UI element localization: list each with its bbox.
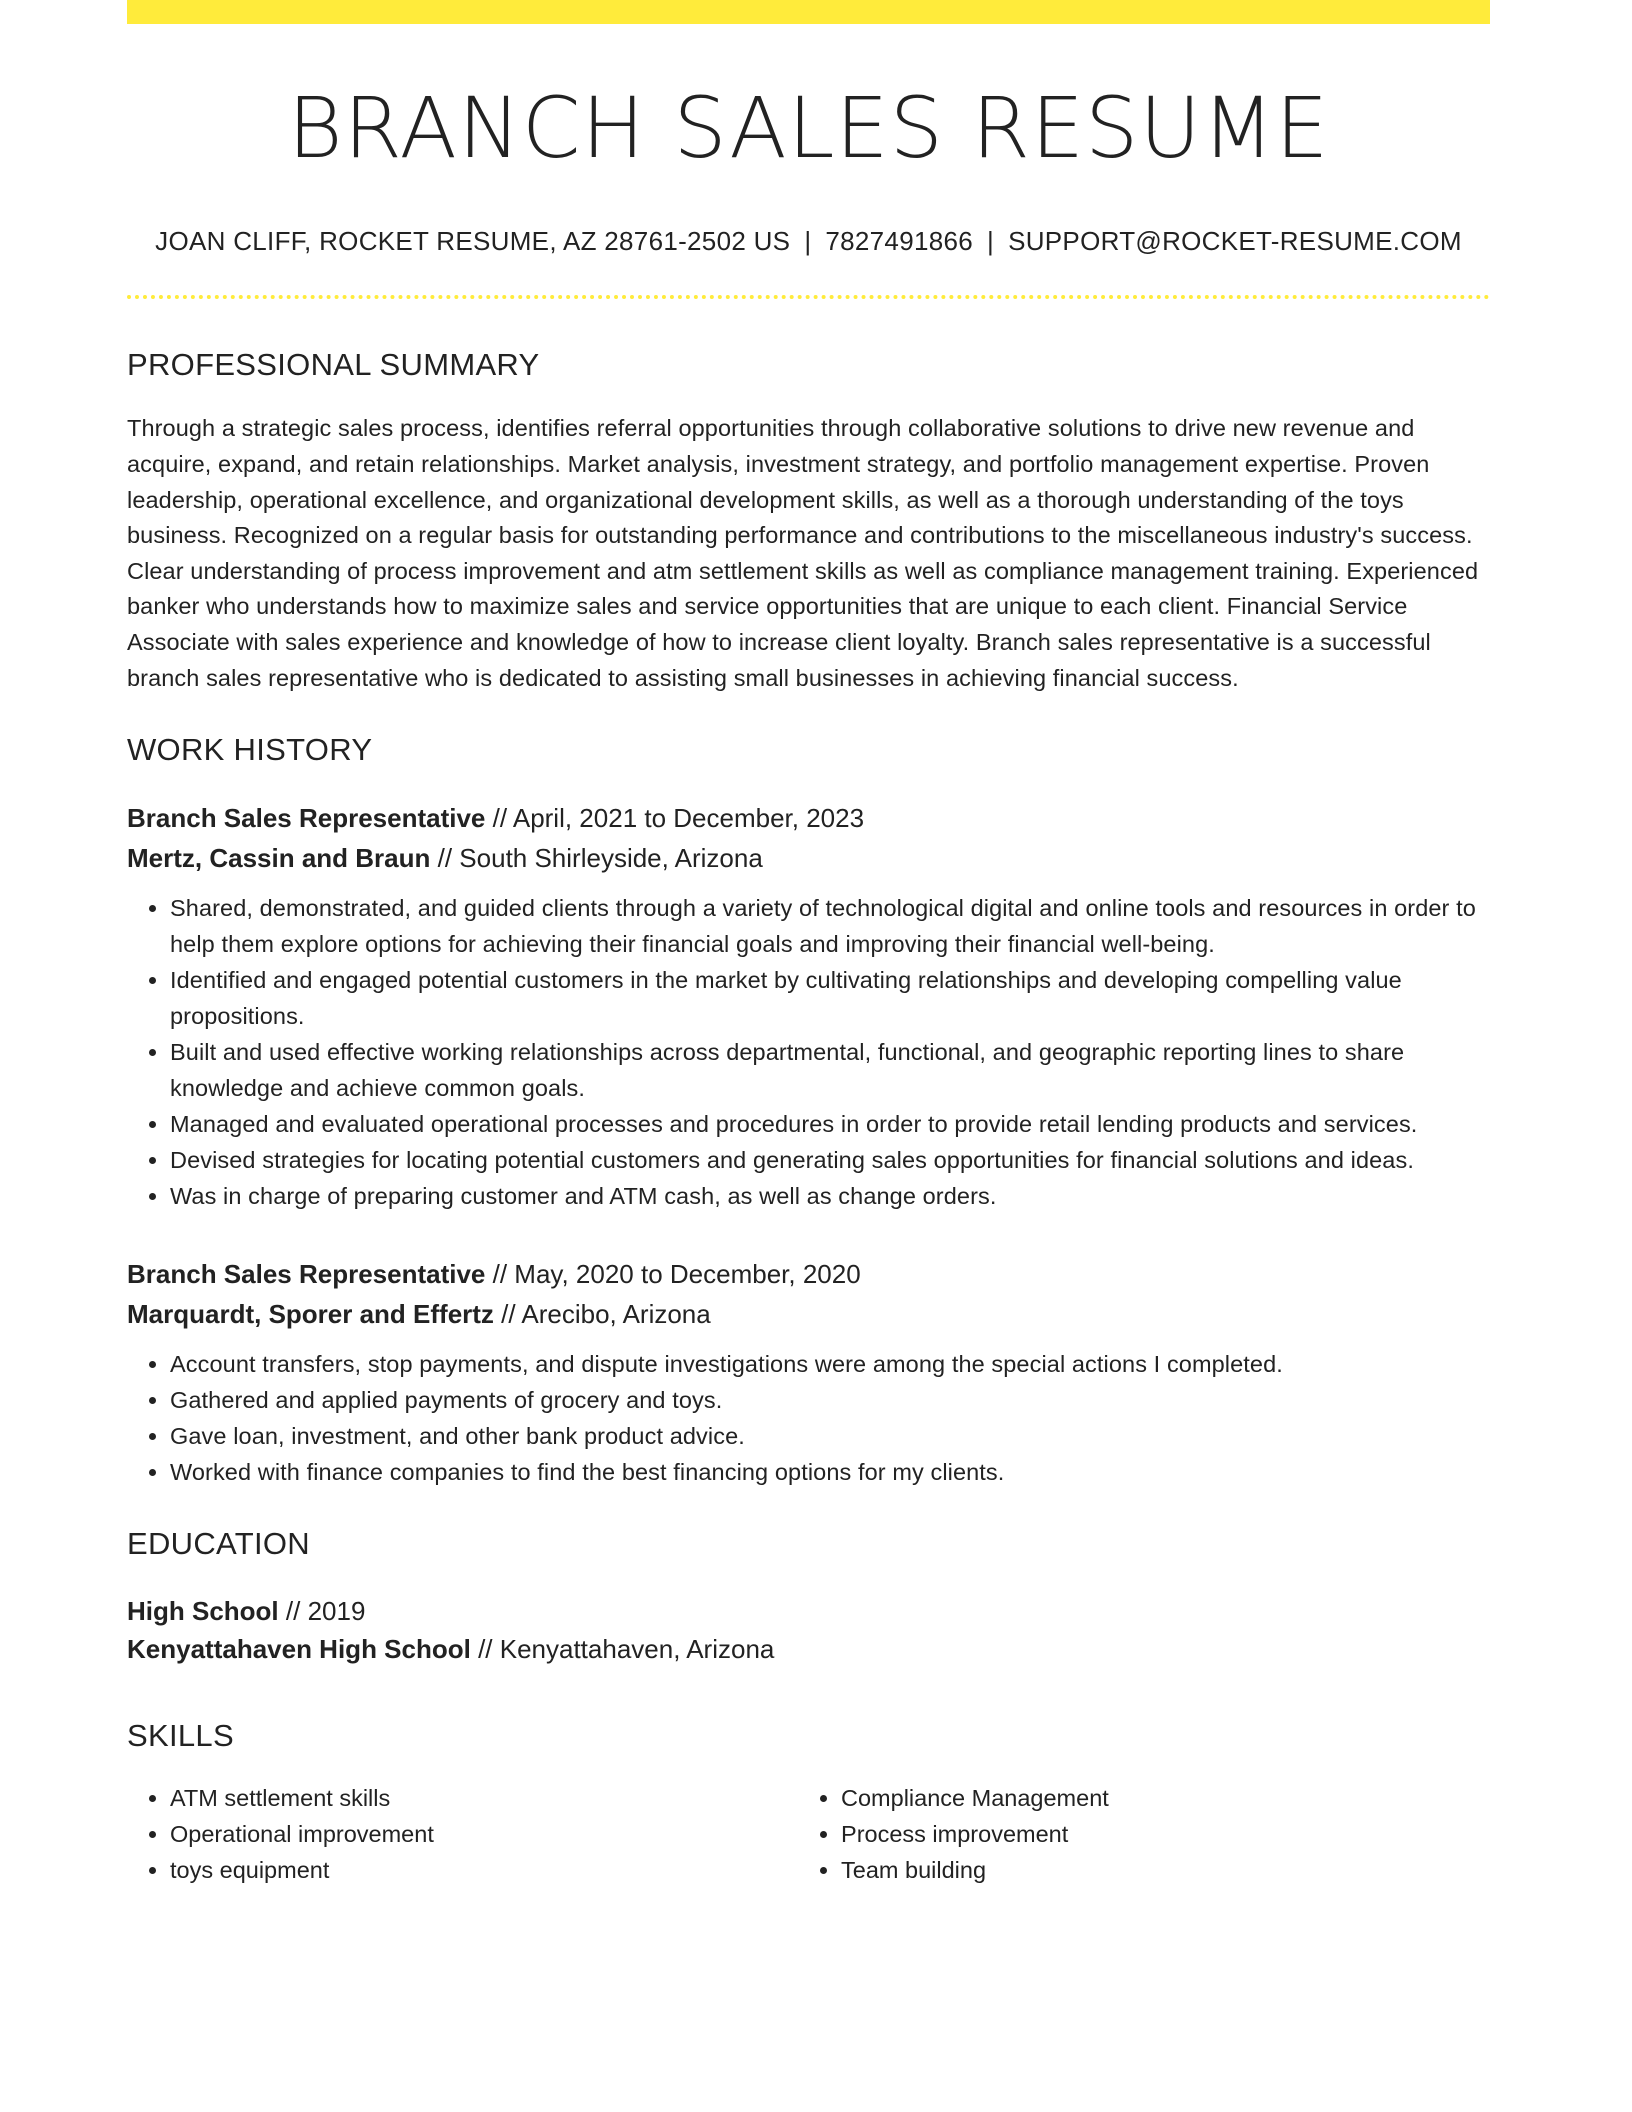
job-title-line [127,798,1490,838]
job-location: // South Shirleyside, Arizona [430,843,763,874]
skills-list-left [127,1780,798,1888]
contact-phone: 7827491866 [825,226,973,257]
skills-list-right [798,1780,1490,1888]
contact-address: JOAN CLIFF, ROCKET RESUME, AZ 28761-2502 US [155,226,791,257]
dotted-divider [127,295,1490,299]
job-bullet: • Built and used effective working relationships across departmental, functional, and geographic reporting lines to share knowledge and achieve common goals. [170,1034,1490,1106]
skill-item: • Operational improvement [170,1816,798,1852]
summary-heading: PROFESSIONAL SUMMARY [127,347,540,383]
education-year: // 2019 [278,1596,366,1627]
job-location: // Arecibo, Arizona [493,1299,711,1330]
job-title-line [127,1254,1490,1294]
skill-item: • Team building [841,1852,1490,1888]
job-entry [127,798,1490,1214]
resume-title: BRANCH SALES RESUME [287,79,1330,177]
education-location: // Kenyattahaven, Arizona [470,1634,775,1665]
skill-item: • ATM settlement skills [170,1780,798,1816]
education-heading: EDUCATION [127,1526,310,1562]
contact-email: SUPPORT@ROCKET-RESUME.COM [1008,226,1462,257]
education-degree-line [127,1592,1490,1630]
job-bullet: • Managed and evaluated operational processes and procedures in order to provide retail lending products and services. [170,1106,1490,1142]
job-bullet: • Gave loan, investment, and other bank product advice. [170,1418,1490,1454]
job-bullet: • Gathered and applied payments of grocery and toys. [170,1382,1490,1418]
job-bullet: • Worked with finance companies to find the best financing options for my clients. [170,1454,1490,1490]
job-title: Branch Sales Representative [127,803,486,834]
skill-item: • Process improvement [841,1816,1490,1852]
job-bullet: • Account transfers, stop payments, and dispute investigations were among the special actions I completed. [170,1346,1490,1382]
top-accent-bar [127,0,1490,24]
skills-heading: SKILLS [127,1718,234,1754]
contact-separator: | [987,226,995,257]
contact-line [127,226,1490,257]
skills-grid [127,1780,1490,1888]
job-title: Branch Sales Representative [127,1259,486,1290]
job-company: Mertz, Cassin and Braun [127,843,431,874]
job-company-line [127,1294,1490,1334]
job-company: Marquardt, Sporer and Effertz [127,1299,494,1330]
resume-page [127,0,1490,1888]
work-history-heading: WORK HISTORY [127,732,373,768]
job-dates: // April, 2021 to December, 2023 [485,803,865,834]
job-entry [127,1254,1490,1490]
education-degree: High School [127,1596,279,1627]
education-school: Kenyattahaven High School [127,1634,471,1665]
skill-item: • Compliance Management [841,1780,1490,1816]
job-company-line [127,838,1490,878]
job-bullet-list [127,890,1490,1214]
job-dates: // May, 2020 to December, 2020 [485,1259,861,1290]
summary-text: Through a strategic sales process, identifies referral opportunities through collaborative solutions to drive new revenue and acquire, expand, and retain relationships. Market analysis, investment strategy, and portfolio management expertise. Proven leadership, operational excellence, and organizational development skills, as well as a thorough understanding of the toys business. Recognized on a regular basis for outstanding performance and contributions to the miscellaneous industry's success. Clear understanding of process improvement and atm settlement skills as well as compliance management training. Experienced banker who understands how to maximize sales and service opportunities that are unique to each client. Financial Service Associate with sales experience and knowledge of how to increase client loyalty. Branch sales representative is a successful branch sales representative who is dedicated to assisting small businesses in achieving financial success. [127,415,1479,691]
job-bullet: • Shared, demonstrated, and guided clients through a variety of technological digital and online tools and resources in order to help them explore options for achieving their financial goals and improving their financial well-being. [170,890,1490,962]
job-bullet-list [127,1346,1490,1490]
education-school-line [127,1630,1490,1668]
skill-item: • toys equipment [170,1852,798,1888]
contact-separator: | [804,226,812,257]
job-bullet: • Devised strategies for locating potential customers and generating sales opportunities for financial solutions and ideas. [170,1142,1490,1178]
job-bullet: • Identified and engaged potential customers in the market by cultivating relationships and developing compelling value propositions. [170,962,1490,1034]
job-bullet: • Was in charge of preparing customer and ATM cash, as well as change orders. [170,1178,1490,1214]
